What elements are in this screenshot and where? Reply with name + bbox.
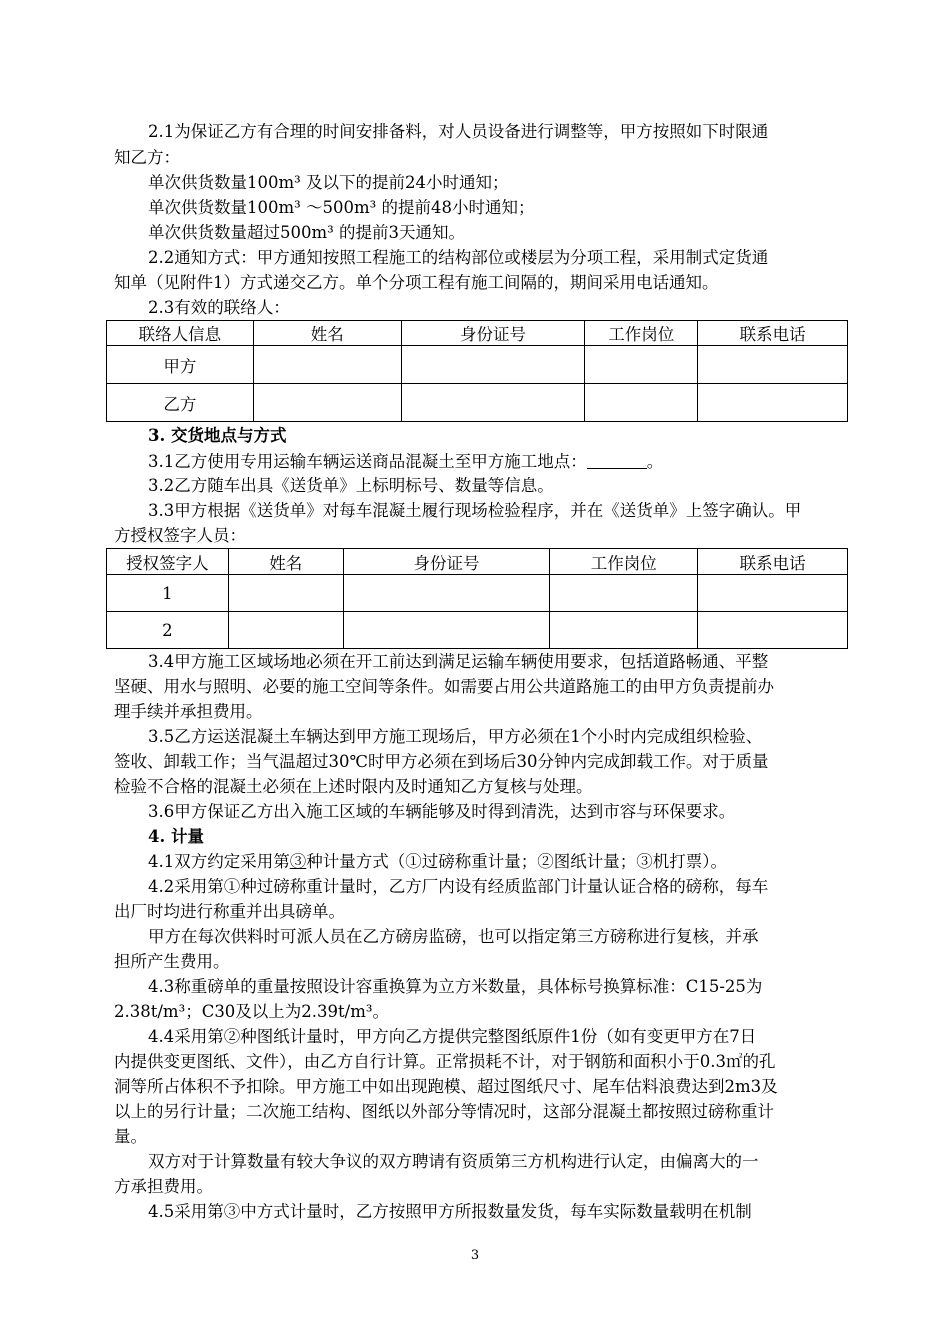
selected-method-value: ③: [289, 852, 307, 871]
table-cell: [698, 346, 848, 384]
table-header-row: [107, 321, 848, 346]
table-row: [107, 575, 848, 612]
table-header-cell: 授权签字人: [107, 549, 229, 575]
table-header-cell: 身份证号: [401, 321, 585, 346]
table-cell: [550, 575, 698, 612]
table-cell: [253, 384, 401, 422]
paragraph-4-4-cont-4: 量。: [114, 1127, 147, 1146]
section-heading-4: 4. 计量: [148, 827, 204, 846]
paragraph-2-3: 2.3有效的联络人：: [148, 298, 290, 317]
paragraph-4-4-cont-2: 洞等所占体积不予扣除。甲方施工中如出现跑模、超过图纸尺寸、尾车估料浪费达到2m3及: [114, 1077, 778, 1096]
signer-table: [106, 548, 848, 649]
notice-rule-2: 单次供货数量100m³ ～500m³ 的提前48小时通知；: [148, 198, 535, 217]
table-row: [107, 612, 848, 649]
paragraph-4-2-b: 甲方在每次供料时可派人员在乙方磅房监磅，也可以指定第三方磅称进行复核，并承: [148, 927, 759, 946]
table-header-cell: 姓名: [253, 321, 401, 346]
table-cell: [343, 575, 550, 612]
table-cell: 乙方: [107, 384, 254, 422]
table-cell: [401, 346, 585, 384]
table-cell: [585, 346, 698, 384]
table-cell: [698, 612, 848, 649]
paragraph-3-3-cont: 方授权签字人员：: [114, 526, 246, 545]
paragraph-4-3-cont: 2.38t/m³；C30及以上为2.39t/m³。: [114, 1002, 389, 1021]
table-header-cell: 联络人信息: [107, 321, 254, 346]
notice-rule-1: 单次供货数量100m³ 及以下的提前24小时通知；: [148, 173, 509, 192]
paragraph-3-4-cont-2: 理手续并承担费用。: [114, 702, 263, 721]
table-row: [107, 384, 848, 422]
paragraph-4-4-b: 双方对于计算数量有较大争议的双方聘请有资质第三方机构进行认定，由偏离大的一: [148, 1152, 759, 1171]
table-header-cell: 联系电话: [698, 549, 848, 575]
paragraph-3-5-cont-2: 检验不合格的混凝土必须在上述时限内及时通知乙方复核与处理。: [114, 777, 593, 796]
paragraph-3-5: 3.5乙方运送混凝土车辆达到甲方施工现场后，甲方必须在1个小时内完成组织检验、: [148, 727, 763, 746]
paragraph-3-1: [114, 450, 884, 473]
table-header-cell: 工作岗位: [585, 321, 698, 346]
table-header-cell: 联系电话: [698, 321, 848, 346]
table-cell: [228, 612, 343, 649]
section-heading-3: 3. 交货地点与方式: [148, 426, 287, 445]
table-cell: [343, 612, 550, 649]
paragraph-4-2: 4.2采用第①种过磅称重计量时，乙方厂内设有经质监部门计量认证合格的磅称，每车: [148, 877, 769, 896]
table-cell: [550, 612, 698, 649]
paragraph-3-2: 3.2乙方随车出具《送货单》上标明标号、数量等信息。: [148, 476, 554, 495]
paragraph-4-3: 4.3称重磅单的重量按照设计容重换算为立方米数量，具体标号换算标准：C15-25为: [148, 977, 763, 996]
paragraph-4-2-b-cont: 担所产生费用。: [114, 952, 230, 971]
paragraph-4-1-text: 4.1双方约定采用第: [148, 852, 290, 871]
table-cell: [253, 346, 401, 384]
table-cell: [698, 575, 848, 612]
paragraph-3-3: 3.3甲方根据《送货单》对每车混凝土履行现场检验程序，并在《送货单》上签字确认。甲: [148, 501, 802, 520]
table-cell: [698, 384, 848, 422]
table-cell: [228, 575, 343, 612]
paragraph-2-1: 2.1为保证乙方有合理的时间安排备料，对人员设备进行调整等，甲方按照如下时限通: [148, 122, 769, 141]
table-cell: [401, 384, 585, 422]
paragraph-3-4-cont-1: 坚硬、用水与照明、必要的施工空间等条件。如需要占用公共道路施工的由甲方负责提前办: [114, 677, 774, 696]
table-header-row: [107, 549, 848, 575]
paragraph-4-4-cont-3: 以上的另行计量；二次施工结构、图纸以外部分等情况时，这部分混凝土都按照过磅称重计: [114, 1102, 774, 1121]
table-header-cell: 工作岗位: [550, 549, 698, 575]
paragraph-4-2-cont: 出厂时均进行称重并出具磅单。: [114, 902, 345, 921]
table-cell: 2: [107, 612, 229, 649]
paragraph-2-2-cont: 知单（见附件1）方式递交乙方。单个分项工程有施工间隔的，期间采用电话通知。: [114, 273, 719, 292]
table-row: [107, 346, 848, 384]
page-number: 3: [470, 1248, 480, 1263]
paragraph-3-1-end: 。: [646, 452, 664, 471]
paragraph-3-6: 3.6甲方保证乙方出入施工区域的车辆能够及时得到清洗，达到市容与环保要求。: [148, 802, 736, 821]
paragraph-4-1-rest: 种计量方式（①过磅称重计量；②图纸计量；③机打票）。: [306, 852, 727, 871]
paragraph-2-1-cont: 知乙方：: [114, 148, 180, 167]
contact-table: [106, 320, 848, 422]
paragraph-4-5: 4.5采用第③中方式计量时，乙方按照甲方所报数量发货，每车实际数量载明在机制: [148, 1202, 752, 1221]
paragraph-4-4-cont-1: 内提供变更图纸、文件），由乙方自行计算。正常损耗不计，对于钢筋和面积小于0.3㎡的孔: [114, 1052, 776, 1071]
delivery-location-blank: [587, 450, 647, 469]
paragraph-3-4: 3.4甲方施工区域场地必须在开工前达到满足运输车辆使用要求，包括道路畅通、平整: [148, 652, 769, 671]
table-cell: [585, 384, 698, 422]
paragraph-3-5-cont-1: 签收、卸载工作；当气温超过30℃时甲方必须在到场后30分钟内完成卸载工作。对于质量: [114, 752, 769, 771]
paragraph-2-2: 2.2通知方式：甲方通知按照工程施工的结构部位或楼层为分项工程，采用制式定货通: [148, 248, 769, 267]
table-cell: 1: [107, 575, 229, 612]
paragraph-4-4-b-cont: 方承担费用。: [114, 1177, 213, 1196]
paragraph-4-4: 4.4采用第②种图纸计量时，甲方向乙方提供完整图纸原件1份（如有变更甲方在7日: [148, 1027, 757, 1046]
table-cell: 甲方: [107, 346, 254, 384]
notice-rule-3: 单次供货数量超过500m³ 的提前3天通知。: [148, 223, 465, 242]
paragraph-4-1: [114, 851, 884, 873]
table-header-cell: 身份证号: [343, 549, 550, 575]
paragraph-3-1-text: 3.1乙方使用专用运输车辆运送商品混凝土至甲方施工地点：: [148, 452, 587, 471]
table-header-cell: 姓名: [228, 549, 343, 575]
